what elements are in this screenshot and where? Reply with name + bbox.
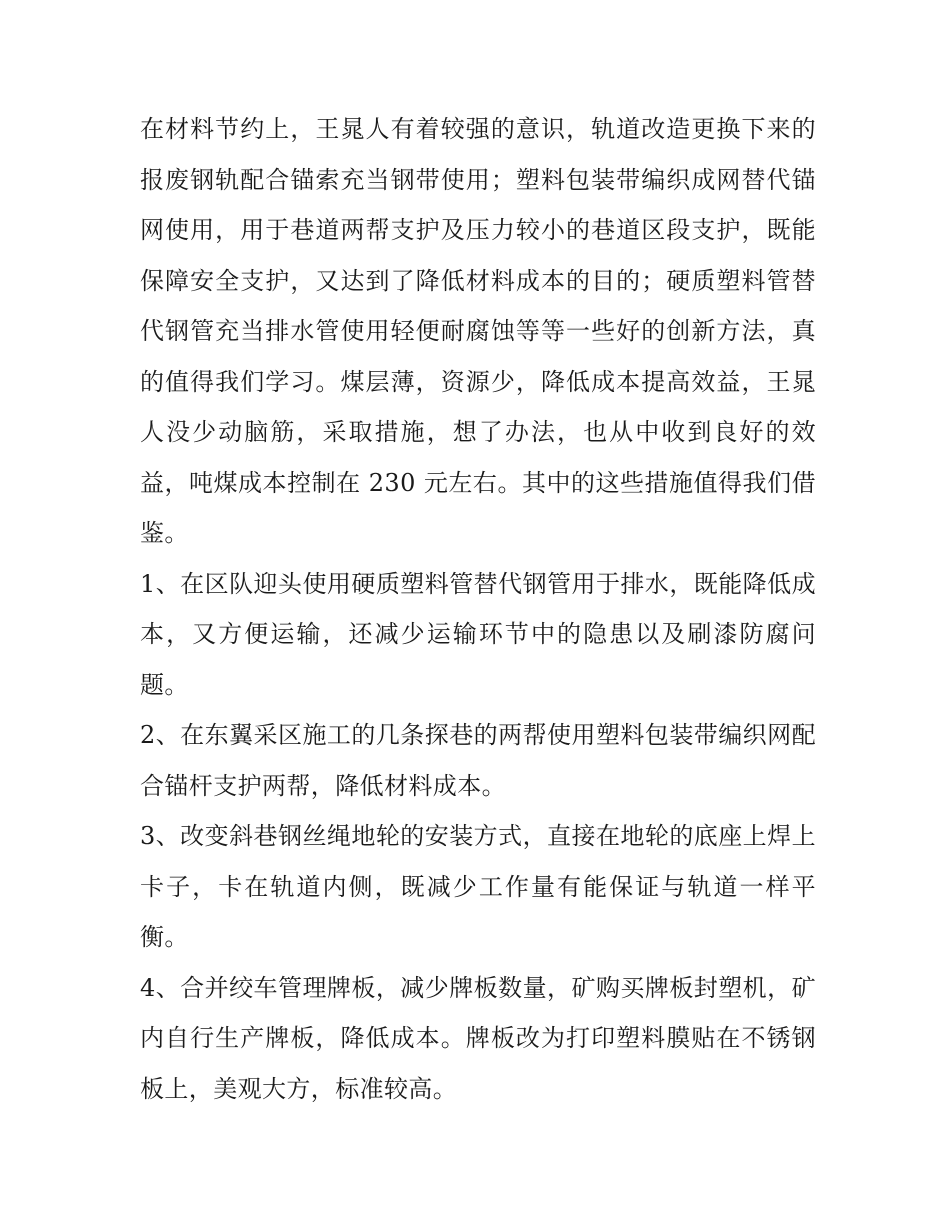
paragraph-item-1: 1、在区队迎头使用硬质塑料管替代钢管用于排水，既能降低成本，又方便运输，还减少运输环节中的隐患以及刷漆防腐问题。: [140, 569, 816, 699]
paragraph-item-3: 3、改变斜巷钢丝绳地轮的安装方式，直接在地轮的底座上焊上卡子，卡在轨道内侧，既减少工作量有能保证与轨道一样平衡。: [140, 822, 816, 951]
document-body: [140, 104, 816, 1114]
paragraph-intro: 在材料节约上，王晁人有着较强的意识，轨道改造更换下来的报废钢轨配合锚索充当钢带使用；塑料包装带编织成网替代锚网使用，用于巷道两帮支护及压力较小的巷道区段支护，既能保障安全支护，又达到了降低材料成本的目的；硬质塑料管替代钢管充当排水管使用轻便耐腐蚀等等一些好的创新方法，真的值得我们学习。煤层薄，资源少，降低成本提高效益，王晁人没少动脑筋，采取措施，想了办法，也从中收到良好的效益，吨煤成本控制在 230 元左右。其中的这些措施值得我们借鉴。: [140, 115, 816, 547]
paragraph-item-2: 2、在东翼采区施工的几条探巷的两帮使用塑料包装带编织网配合锚杆支护两帮，降低材料成本。: [140, 721, 816, 800]
paragraph-item-4: 4、合并绞车管理牌板，减少牌板数量，矿购买牌板封塑机，矿内自行生产牌板，降低成本。牌板改为打印塑料膜贴在不锈钢板上，美观大方，标准较高。: [140, 973, 816, 1103]
